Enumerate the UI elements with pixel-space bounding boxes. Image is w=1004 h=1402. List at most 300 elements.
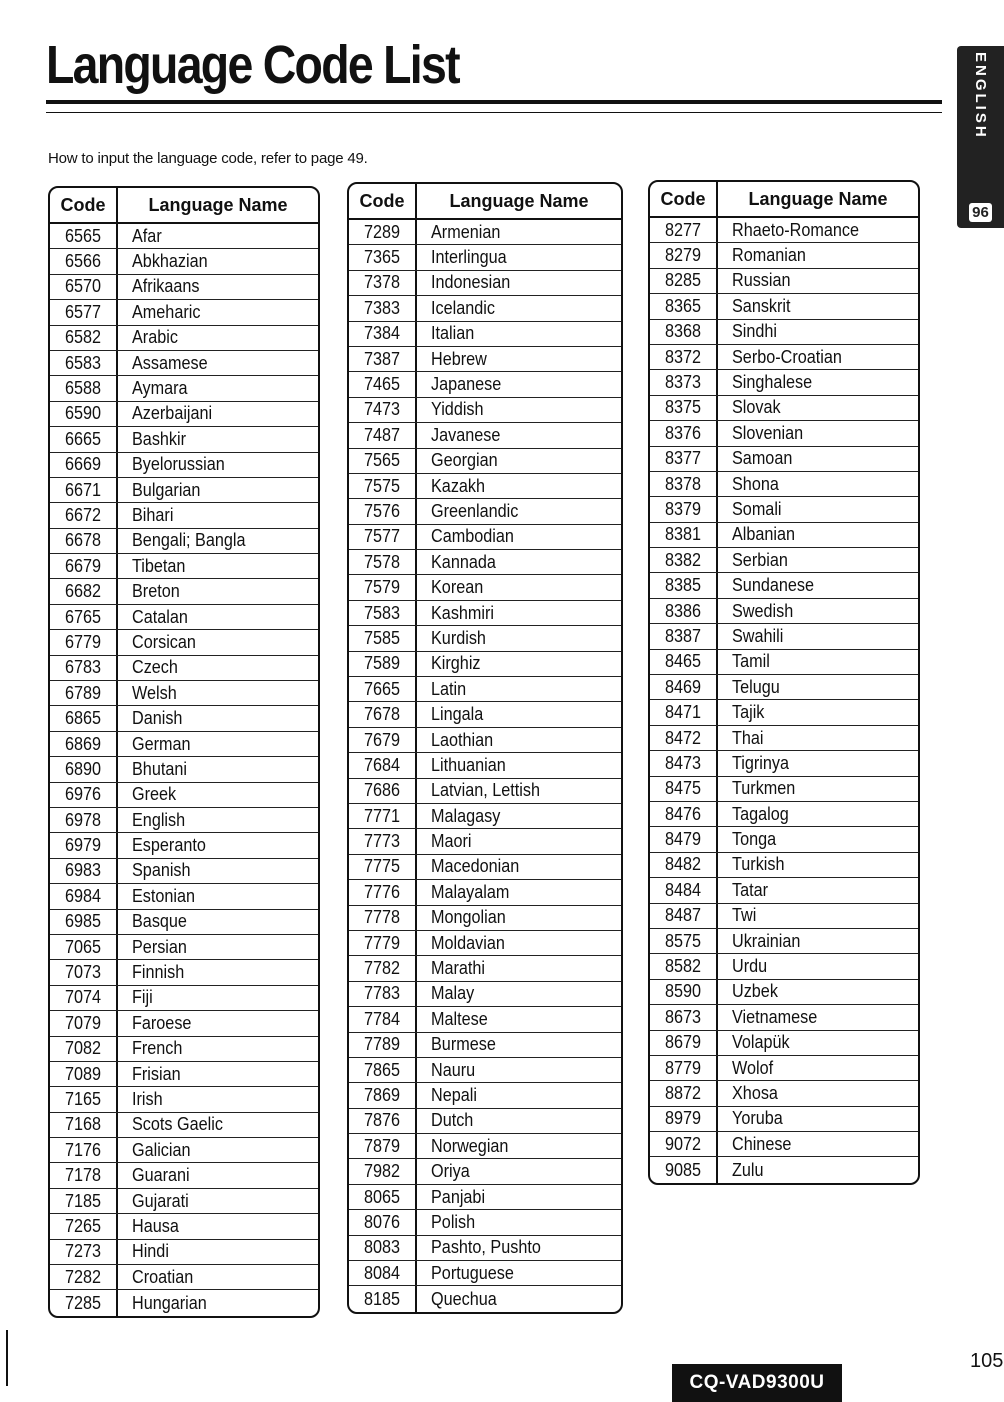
code-cell (50, 1163, 118, 1187)
language-name: Aymara (132, 378, 188, 399)
code-value: 6890 (64, 758, 102, 779)
table-row (50, 529, 318, 554)
code-value: 6669 (64, 454, 102, 475)
code-value: 7773 (363, 831, 401, 852)
name-cell (718, 954, 918, 978)
language-name: Slovak (732, 397, 781, 418)
language-name: Serbian (732, 549, 788, 570)
code-value: 7165 (64, 1088, 102, 1109)
code-cell (349, 702, 417, 726)
code-cell (650, 599, 718, 623)
language-name: Armenian (431, 221, 501, 242)
model-badge: CQ-VAD9300U (672, 1364, 842, 1402)
code-value: 9085 (664, 1159, 702, 1180)
name-cell (718, 827, 918, 851)
code-cell (50, 579, 118, 603)
code-value: 6679 (64, 555, 102, 576)
code-value: 6590 (64, 403, 102, 424)
language-name: Vietnamese (732, 1006, 818, 1027)
code-cell (50, 453, 118, 477)
language-name: French (132, 1038, 183, 1059)
name-cell (417, 347, 621, 371)
code-value: 8285 (664, 270, 702, 291)
code-cell (349, 372, 417, 396)
name-cell (118, 986, 318, 1010)
code-cell (50, 478, 118, 502)
code-value: 7869 (363, 1084, 401, 1105)
table-row (650, 1031, 918, 1056)
table-row (349, 702, 621, 727)
language-name: Bashkir (132, 428, 187, 449)
language-name: Scots Gaelic (132, 1114, 223, 1135)
table-row (349, 829, 621, 854)
table-row (650, 700, 918, 725)
table-row (650, 1005, 918, 1030)
table-row (349, 474, 621, 499)
table-row (349, 804, 621, 829)
table-row (50, 859, 318, 884)
name-cell (417, 753, 621, 777)
code-value: 7384 (363, 323, 401, 344)
code-value: 6583 (64, 352, 102, 373)
code-cell (349, 1109, 417, 1133)
name-cell (718, 700, 918, 724)
code-value: 7289 (363, 221, 401, 242)
title-rule (46, 100, 942, 104)
code-cell (349, 1286, 417, 1311)
name-cell (417, 1083, 621, 1107)
table-row (50, 681, 318, 706)
code-cell (50, 1265, 118, 1289)
code-value: 7876 (363, 1110, 401, 1131)
code-value: 7789 (363, 1034, 401, 1055)
language-name: Bihari (132, 504, 174, 525)
intro-text: How to input the language code, refer to page 49. (48, 150, 368, 167)
table-row (349, 245, 621, 270)
table-row (650, 929, 918, 954)
language-name: Czech (132, 657, 178, 678)
language-name: Rhaeto-Romance (732, 219, 859, 240)
code-value: 8472 (664, 727, 702, 748)
code-cell (349, 499, 417, 523)
code-cell (650, 421, 718, 445)
table-row (50, 1037, 318, 1062)
table-row (650, 320, 918, 345)
language-name: Nepali (431, 1084, 477, 1105)
code-value: 8582 (664, 956, 702, 977)
code-cell (50, 757, 118, 781)
name-cell (718, 370, 918, 394)
code-cell (650, 1031, 718, 1055)
name-cell (118, 630, 318, 654)
name-cell (718, 1107, 918, 1131)
code-cell (650, 548, 718, 572)
name-cell (417, 779, 621, 803)
code-value: 7575 (363, 475, 401, 496)
code-value: 7784 (363, 1008, 401, 1029)
name-cell (718, 1081, 918, 1105)
name-cell (718, 853, 918, 877)
table-row (349, 499, 621, 524)
code-value: 7779 (363, 932, 401, 953)
code-cell (349, 753, 417, 777)
language-name: Basque (132, 911, 187, 932)
language-name: Malay (431, 983, 475, 1004)
code-cell (650, 345, 718, 369)
name-cell (417, 322, 621, 346)
language-name: Laothian (431, 729, 494, 750)
code-cell (650, 878, 718, 902)
name-cell (417, 474, 621, 498)
table-row (650, 1157, 918, 1182)
code-value: 8375 (664, 397, 702, 418)
language-name: Volapük (732, 1032, 790, 1053)
name-cell (118, 1265, 318, 1289)
name-cell (417, 245, 621, 269)
name-cell (118, 1138, 318, 1162)
code-cell (50, 681, 118, 705)
name-cell (118, 1214, 318, 1238)
language-name: Yoruba (732, 1108, 783, 1129)
code-value: 7176 (64, 1139, 102, 1160)
code-cell (349, 322, 417, 346)
code-header-label: Code (660, 188, 706, 209)
table-row (650, 675, 918, 700)
code-value: 6565 (64, 225, 102, 246)
section-tab-number: 96 (969, 203, 992, 222)
name-cell (118, 910, 318, 934)
code-value: 8476 (664, 803, 702, 824)
name-cell (417, 499, 621, 523)
code-value: 6976 (64, 784, 102, 805)
code-value: 7771 (363, 805, 401, 826)
name-cell (118, 757, 318, 781)
code-cell (650, 1157, 718, 1182)
code-value: 8482 (664, 854, 702, 875)
code-value: 8590 (664, 981, 702, 1002)
name-cell (718, 878, 918, 902)
code-cell (349, 398, 417, 422)
code-value: 7285 (64, 1292, 102, 1313)
code-value: 7089 (64, 1063, 102, 1084)
name-cell (417, 829, 621, 853)
language-name: Afrikaans (132, 276, 200, 297)
name-cell (718, 904, 918, 928)
code-cell (650, 1132, 718, 1156)
table-row (650, 243, 918, 268)
code-cell (349, 829, 417, 853)
code-value: 8387 (664, 625, 702, 646)
code-cell (50, 300, 118, 324)
code-cell (349, 855, 417, 879)
code-value: 8465 (664, 651, 702, 672)
table-row (349, 1033, 621, 1058)
table-row (650, 624, 918, 649)
table-row (349, 956, 621, 981)
name-cell (718, 802, 918, 826)
code-cell (349, 779, 417, 803)
code-value: 7865 (363, 1059, 401, 1080)
code-value: 6678 (64, 530, 102, 551)
table-row (650, 777, 918, 802)
table-row (50, 326, 318, 351)
name-cell (417, 677, 621, 701)
language-name: Bengali; Bangla (132, 530, 246, 551)
section-tab (957, 46, 1004, 228)
code-cell (349, 1033, 417, 1057)
language-name: Korean (431, 577, 484, 598)
name-cell (417, 982, 621, 1006)
table-row (50, 1087, 318, 1112)
code-value: 6577 (64, 301, 102, 322)
language-name: English (132, 809, 186, 830)
code-value: 8084 (363, 1262, 401, 1283)
code-value: 6985 (64, 911, 102, 932)
name-header-label: Language Name (449, 190, 589, 211)
code-cell (349, 652, 417, 676)
language-name: Swahili (732, 625, 784, 646)
name-cell (118, 376, 318, 400)
name-cell (417, 804, 621, 828)
code-cell (349, 245, 417, 269)
name-cell (718, 726, 918, 750)
code-value: 8471 (664, 702, 702, 723)
table-row (50, 833, 318, 858)
language-name: Galician (132, 1139, 191, 1160)
language-name: Shona (732, 473, 779, 494)
name-cell (118, 1062, 318, 1086)
name-cell (417, 855, 621, 879)
code-cell (50, 1037, 118, 1061)
language-name: Fiji (132, 987, 153, 1008)
code-cell (50, 503, 118, 527)
code-cell (650, 726, 718, 750)
page-number: 105 (970, 1350, 1004, 1372)
code-cell (50, 554, 118, 578)
table-row (650, 878, 918, 903)
name-cell (118, 783, 318, 807)
table-row (50, 1163, 318, 1188)
margin-mark (6, 1330, 8, 1386)
code-value: 8381 (664, 524, 702, 545)
code-cell (349, 601, 417, 625)
name-cell (718, 650, 918, 674)
table-row (650, 345, 918, 370)
code-cell (650, 573, 718, 597)
table-row (650, 726, 918, 751)
table-row (349, 906, 621, 931)
code-value: 8575 (664, 930, 702, 951)
code-cell (349, 906, 417, 930)
language-name: Polish (431, 1211, 476, 1232)
name-cell (718, 624, 918, 648)
table-row (349, 347, 621, 372)
code-value: 7273 (64, 1241, 102, 1262)
section-tab-label: ENGLISH (972, 52, 989, 140)
name-cell (417, 652, 621, 676)
code-value: 7577 (363, 526, 401, 547)
name-cell (118, 427, 318, 451)
language-name: Kurdish (431, 627, 486, 648)
table-row (349, 398, 621, 423)
code-value: 7378 (363, 272, 401, 293)
name-cell (417, 1033, 621, 1057)
code-value: 7665 (363, 678, 401, 699)
code-value: 7365 (363, 247, 401, 268)
name-cell (417, 1058, 621, 1082)
table-row (50, 249, 318, 274)
code-value: 8673 (664, 1006, 702, 1027)
name-cell (118, 300, 318, 324)
table-row (50, 910, 318, 935)
language-name: Frisian (132, 1063, 181, 1084)
name-cell (718, 472, 918, 496)
code-cell (349, 1261, 417, 1285)
language-name: Azerbaijani (132, 403, 213, 424)
language-name: Tonga (732, 829, 777, 850)
name-cell (718, 497, 918, 521)
name-cell (118, 351, 318, 375)
code-header (349, 184, 417, 218)
table-row (50, 630, 318, 655)
code-cell (50, 732, 118, 756)
table-row (650, 497, 918, 522)
code-value: 7465 (363, 374, 401, 395)
name-cell (417, 220, 621, 244)
code-header-label: Code (359, 190, 405, 211)
code-value: 7168 (64, 1114, 102, 1135)
code-value: 7679 (363, 729, 401, 750)
table-row (50, 351, 318, 376)
code-cell (50, 960, 118, 984)
table-row (50, 300, 318, 325)
name-cell (718, 1005, 918, 1029)
language-table-2 (347, 182, 623, 1314)
code-cell (349, 1236, 417, 1260)
name-cell (417, 1007, 621, 1031)
name-cell (417, 525, 621, 549)
table-row (50, 656, 318, 681)
language-name: Greek (132, 784, 177, 805)
code-cell (50, 326, 118, 350)
language-name: Urdu (732, 956, 768, 977)
code-cell (349, 1210, 417, 1234)
language-name: Maori (431, 831, 472, 852)
language-name: Estonian (132, 885, 196, 906)
table-row (650, 472, 918, 497)
table-row (349, 855, 621, 880)
language-name: Corsican (132, 631, 196, 652)
language-name: Yiddish (431, 399, 484, 420)
name-cell (718, 421, 918, 445)
name-cell (417, 398, 621, 422)
code-cell (349, 1185, 417, 1209)
language-name: Twi (732, 905, 757, 926)
code-header (50, 188, 118, 222)
code-value: 8277 (664, 219, 702, 240)
language-name: Spanish (132, 860, 191, 881)
code-cell (650, 624, 718, 648)
table-row (50, 1214, 318, 1239)
language-name: Zulu (732, 1159, 764, 1180)
name-header (718, 182, 918, 216)
code-cell (349, 271, 417, 295)
code-value: 6765 (64, 606, 102, 627)
code-cell (650, 472, 718, 496)
language-name: Hungarian (132, 1292, 207, 1313)
code-value: 8379 (664, 498, 702, 519)
table-row (50, 1062, 318, 1087)
language-name: Pashto, Pushto (431, 1237, 541, 1258)
table-row (349, 525, 621, 550)
code-cell (50, 1062, 118, 1086)
code-cell (50, 1214, 118, 1238)
name-cell (417, 1134, 621, 1158)
table-row (50, 1189, 318, 1214)
language-name: Wolof (732, 1057, 774, 1078)
code-cell (650, 497, 718, 521)
table-row (650, 1081, 918, 1106)
name-cell (718, 269, 918, 293)
code-cell (50, 859, 118, 883)
name-cell (417, 449, 621, 473)
language-name: Xhosa (732, 1082, 778, 1103)
table-row (349, 601, 621, 626)
language-name: Kirghiz (431, 653, 481, 674)
code-cell (50, 833, 118, 857)
code-value: 6865 (64, 708, 102, 729)
table-row (650, 370, 918, 395)
code-value: 7565 (363, 450, 401, 471)
code-cell (650, 751, 718, 775)
language-name: Hausa (132, 1215, 179, 1236)
table-row (50, 453, 318, 478)
language-table-1 (48, 186, 320, 1318)
code-cell (50, 275, 118, 299)
name-cell (118, 402, 318, 426)
name-cell (718, 675, 918, 699)
table-row (349, 652, 621, 677)
language-name: Georgian (431, 450, 498, 471)
code-cell (650, 218, 718, 242)
code-cell (50, 935, 118, 959)
code-value: 7178 (64, 1165, 102, 1186)
name-cell (118, 605, 318, 629)
language-name: Mongolian (431, 907, 506, 928)
language-name: Uzbek (732, 981, 778, 1002)
code-value: 8484 (664, 879, 702, 900)
name-cell (417, 1236, 621, 1260)
table-row (650, 573, 918, 598)
code-cell (50, 605, 118, 629)
code-cell (650, 904, 718, 928)
code-cell (50, 910, 118, 934)
table-row (50, 1240, 318, 1265)
name-cell (718, 345, 918, 369)
code-value: 6672 (64, 504, 102, 525)
code-value: 8373 (664, 372, 702, 393)
code-cell (349, 880, 417, 904)
language-name: Thai (732, 727, 764, 748)
name-cell (417, 1109, 621, 1133)
name-cell (718, 396, 918, 420)
code-value: 7782 (363, 958, 401, 979)
language-name: Portuguese (431, 1262, 514, 1283)
code-cell (650, 650, 718, 674)
code-cell (349, 575, 417, 599)
table-row (650, 218, 918, 243)
language-name: Maltese (431, 1008, 488, 1029)
